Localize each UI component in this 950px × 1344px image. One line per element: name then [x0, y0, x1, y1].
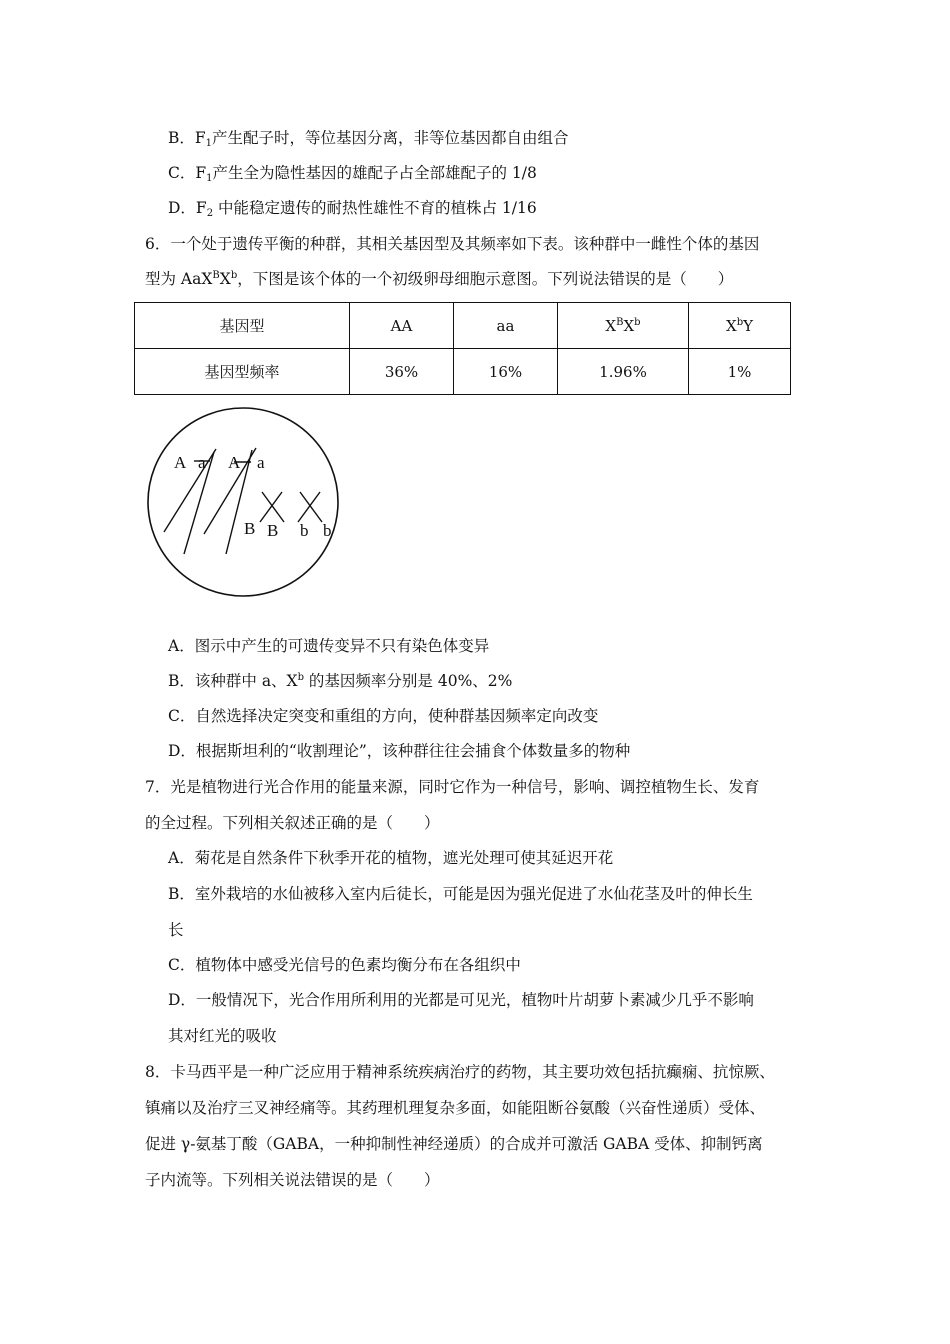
q6-stem-sup1: B — [212, 270, 220, 281]
q5-option-b-sub: 1 — [205, 138, 213, 149]
q6-stem-post: ，下图是该个体的一个初级卵母细胞示意图。下列说法错误的是（ ） — [237, 270, 734, 288]
q7-stem-line1: 7．光是植物进行光合作用的能量来源，同时它作为一种信号，影响、调控植物生长、发育 — [145, 778, 760, 796]
table-row — [135, 349, 791, 395]
table-cell: 1.96% — [558, 349, 689, 395]
q5-option-c — [168, 163, 537, 183]
q6-stem-sup2: b — [230, 270, 238, 281]
table-cell: 1% — [689, 349, 791, 395]
table-cell: 16% — [454, 349, 558, 395]
gene-label-a: a — [198, 453, 206, 472]
q5-option-c-text: C．F — [168, 164, 207, 182]
q6-option-d: D．根据斯坦利的“收割理论”，该种群往往会捕食个体数量多的物种 — [168, 742, 631, 760]
cell-membrane — [148, 408, 338, 596]
x-chromosome-b2-sister — [298, 492, 320, 522]
gene-label-a: a — [257, 453, 265, 472]
q6-stem-line1: 6．一个处于遗传平衡的种群，其相关基因型及其频率如下表。该种群中一雌性个体的基因 — [145, 235, 760, 253]
q8-stem-line4: 子内流等。下列相关说法错误的是（ ） — [145, 1171, 440, 1189]
q5-option-d-rest: 中能稳定遗传的耐热性雄性不育的植株占 1/16 — [213, 199, 537, 217]
table-header-xbxb — [558, 303, 689, 349]
q5-option-b-text: B．F — [168, 129, 206, 147]
q6-option-c: C．自然选择决定突变和重组的方向，使种群基因频率定向改变 — [168, 707, 599, 725]
table-header-aa-dominant: AA — [350, 303, 454, 349]
table-header-aa-recessive: aa — [454, 303, 558, 349]
table-header-label: 基因型 — [135, 303, 350, 349]
xbxb-base1: X — [605, 316, 617, 335]
q6-option-b-sup: b — [297, 672, 304, 683]
q7-option-b-line2: 长 — [168, 921, 184, 939]
q5-option-d-text: D．F — [168, 199, 207, 217]
q7-stem-line2: 的全过程。下列相关叙述正确的是（ ） — [145, 814, 440, 832]
gene-label-A: A — [228, 453, 241, 472]
xbxb-base2: X — [623, 316, 635, 335]
q6-option-b — [168, 671, 512, 691]
q8-stem-line2: 镇痛以及治疗三叉神经痛等。其药理机理复杂多面，如能阻断谷氨酸（兴奋性递质）受体、 — [145, 1099, 766, 1117]
xbxb-sup2: b — [634, 316, 641, 328]
xbxb-sup1: B — [616, 316, 624, 328]
q6-option-b-pre: B．该种群中 a、X — [168, 672, 298, 690]
q8-stem-line3: 促进 γ-氨基丁酸（GABA，一种抑制性神经递质）的合成并可激活 GABA 受体、抑制钙离 — [145, 1135, 763, 1153]
gene-label-b: b — [300, 521, 309, 540]
q6-stem-pre: 型为 AaX — [145, 270, 213, 288]
table-cell: 36% — [350, 349, 454, 395]
table-row — [135, 303, 791, 349]
q5-option-d — [168, 198, 537, 218]
q5-option-b-rest: 产生配子时，等位基因分离，非等位基因都自由组合 — [212, 129, 569, 147]
q7-option-a: A．菊花是自然条件下秋季开花的植物，遮光处理可使其延迟开花 — [168, 849, 614, 867]
q5-option-c-sub: 1 — [206, 173, 213, 184]
xby-tail: Y — [743, 316, 753, 335]
table-row-label: 基因型频率 — [135, 349, 350, 395]
q7-option-c: C．植物体中感受光信号的色素均衡分布在各组织中 — [168, 956, 521, 974]
oocyte-cell-diagram — [146, 404, 346, 604]
x-chromosome-b1 — [262, 492, 284, 522]
q5-option-c-rest: 产生全为隐性基因的雄配子占全部雄配子的 1/8 — [212, 164, 537, 182]
genotype-frequency-table — [134, 302, 791, 395]
gene-label-A: A — [174, 453, 187, 472]
q7-option-d-line1: D．一般情况下，光合作用所利用的光都是可见光，植物叶片胡萝卜素减少几乎不影响 — [168, 991, 754, 1009]
gene-label-b: b — [323, 521, 332, 540]
q8-stem-line1: 8．卡马西平是一种广泛应用于精神系统疾病治疗的药物，其主要功效包括抗癫痫、抗惊厥、 — [145, 1063, 775, 1081]
gene-label-B: B — [244, 519, 256, 538]
x-chromosome-b2 — [300, 492, 322, 522]
q5-option-d-sub: 2 — [206, 208, 214, 219]
q5-option-b — [168, 128, 569, 148]
q6-option-b-post: 的基因频率分别是 40%、2% — [304, 672, 513, 690]
q6-stem-line2 — [145, 269, 733, 289]
q7-option-d-line2: 其对红光的吸收 — [168, 1027, 277, 1045]
q6-option-a: A．图示中产生的可遗传变异不只有染色体变异 — [168, 637, 490, 655]
xby-sup: b — [736, 316, 744, 328]
xby-base: X — [726, 316, 737, 335]
table-header-xby — [689, 303, 791, 349]
gene-label-B: B — [267, 521, 279, 540]
q6-stem-mid: X — [219, 270, 231, 288]
q7-option-b-line1: B．室外栽培的水仙被移入室内后徒长，可能是因为强光促进了水仙花茎及叶的伸长生 — [168, 885, 753, 903]
x-chromosome-b1-sister — [260, 492, 282, 522]
